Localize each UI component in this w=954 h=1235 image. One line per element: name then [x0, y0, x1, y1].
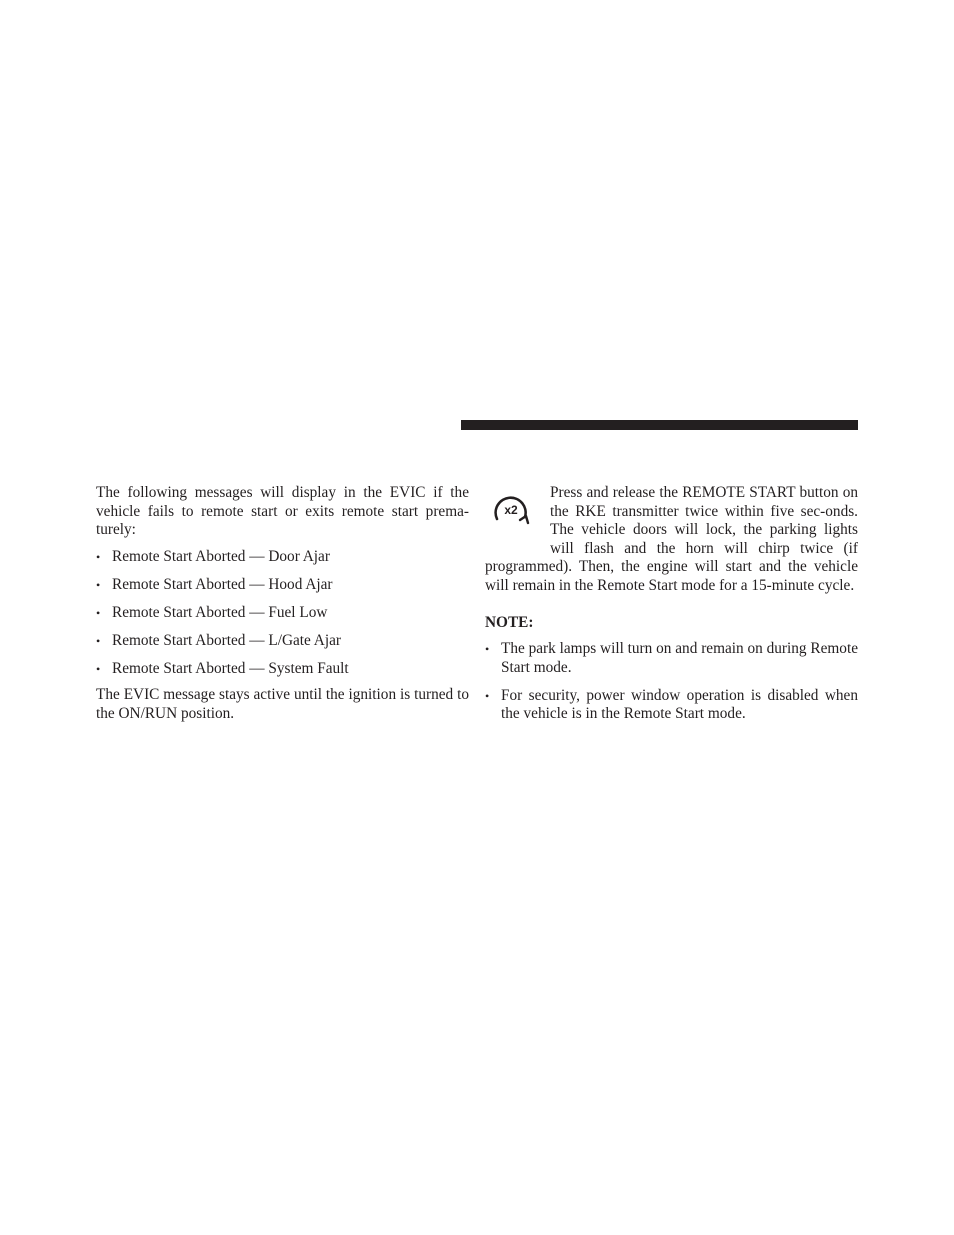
bullet-icon: •: [485, 688, 490, 703]
list-item: • Remote Start Aborted — Hood Ajar: [96, 575, 333, 593]
bullet-icon: •: [485, 642, 490, 657]
note-list: [485, 640, 858, 724]
note-heading: NOTE:: [485, 613, 534, 631]
abort-message-list: [96, 548, 469, 679]
right-column: [485, 484, 858, 733]
section-rule-bar: [461, 420, 858, 430]
bullet-icon: •: [96, 605, 101, 620]
bullet-icon: •: [96, 661, 101, 676]
bullet-icon: •: [96, 549, 101, 564]
left-column: [96, 484, 469, 724]
bullet-icon: •: [96, 577, 101, 592]
list-item: • Remote Start Aborted — L/Gate Ajar: [96, 631, 341, 649]
list-item: • For security, power window operation is disabled when the vehicle is in the Remote Start mode.: [485, 686, 858, 723]
remote-start-x2-icon: [485, 484, 539, 540]
list-item: • Remote Start Aborted — Fuel Low: [96, 603, 328, 621]
list-item: • The park lamps will turn on and remain on during Remote Start mode.: [485, 640, 858, 676]
svg-text:x2: x2: [504, 503, 518, 517]
intro-paragraph: The following messages will display in the EVIC if the vehicle fails to remote start or exits remote start prema-turely:: [96, 484, 469, 539]
closing-paragraph: The EVIC message stays active until the ignition is turned to the ON/RUN position.: [96, 686, 469, 722]
bullet-icon: •: [96, 633, 101, 648]
list-item: • Remote Start Aborted — Door Ajar: [96, 547, 330, 565]
list-item: • Remote Start Aborted — System Fault: [96, 659, 349, 677]
instruction-paragraph: Press and release the REMOTE START button on the RKE transmitter twice within five sec-onds. The vehicle doors will lock, the parking lights will flash and the horn will chirp twice (if programmed). Then, the engine will start and the vehicle will remain in the Remote Start mode for a 15-minute cycle.: [485, 484, 858, 594]
remote-start-x2-icon-graphic: [485, 484, 539, 540]
